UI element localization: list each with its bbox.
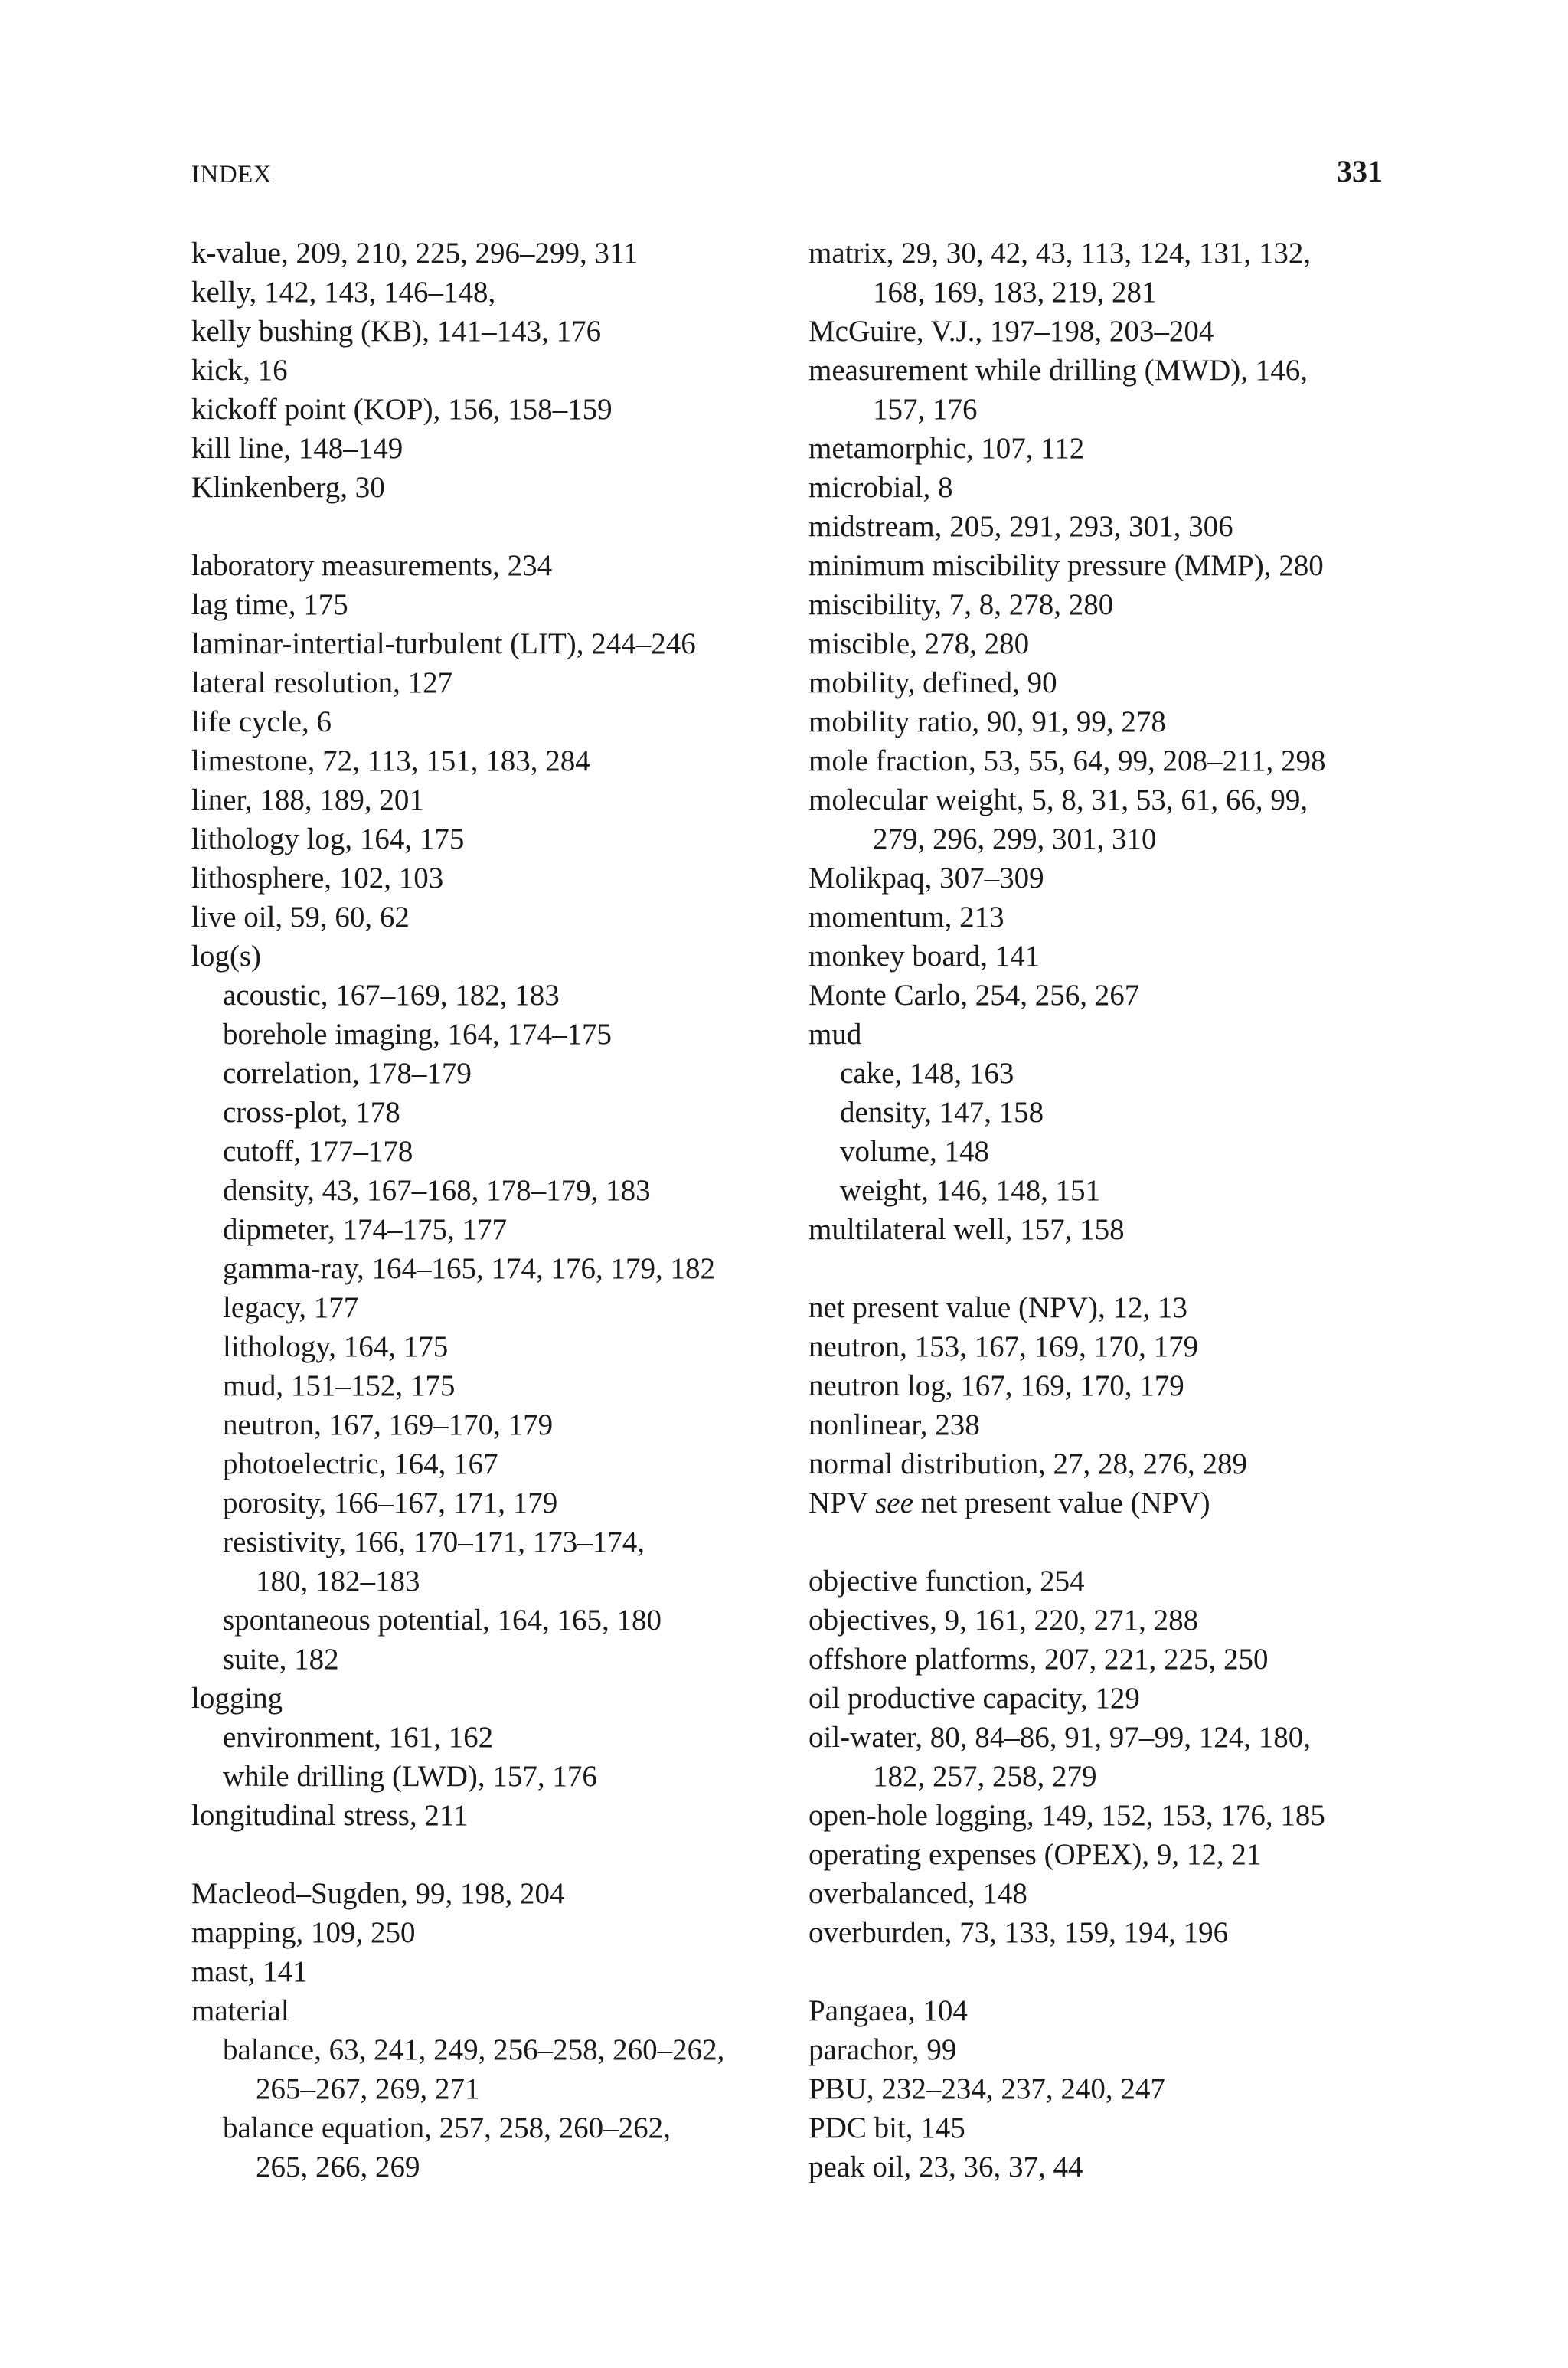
index-entry: k-value, 209, 210, 225, 296–299, 311 xyxy=(191,237,639,270)
index-subentry: borehole imaging, 164, 174–175 xyxy=(223,1018,612,1051)
index-entry: PDC bit, 145 xyxy=(808,2111,965,2144)
index-subentry: photoelectric, 164, 167 xyxy=(223,1447,498,1480)
letter-group-gap xyxy=(808,1523,1413,1562)
index-subentry: cross-plot, 178 xyxy=(223,1096,400,1129)
index-entry-cross-reference xyxy=(808,1483,1413,1523)
index-entry: miscibility, 7, 8, 278, 280 xyxy=(808,588,1114,621)
index-subentry: acoustic, 167–169, 182, 183 xyxy=(223,979,560,1012)
index-entry: laminar-intertial-turbulent (LIT), 244–246 xyxy=(191,627,696,660)
index-subentry: environment, 161, 162 xyxy=(223,1721,494,1754)
index-entry: peak oil, 23, 36, 37, 44 xyxy=(808,2150,1083,2183)
index-entry: oil-water, 80, 84–86, 91, 97–99, 124, 180, xyxy=(808,1721,1311,1754)
index-subentry-continuation: 180, 182–183 xyxy=(256,1565,420,1598)
index-entry: kelly bushing (KB), 141–143, 176 xyxy=(191,315,602,348)
index-entry: metamorphic, 107, 112 xyxy=(808,432,1085,465)
index-subentry: cutoff, 177–178 xyxy=(223,1135,413,1168)
index-entry: kickoff point (KOP), 156, 158–159 xyxy=(191,393,612,426)
index-entry: Molikpaq, 307–309 xyxy=(808,862,1044,895)
index-entry: limestone, 72, 113, 151, 183, 284 xyxy=(191,744,590,777)
index-entry: normal distribution, 27, 28, 276, 289 xyxy=(808,1447,1248,1480)
index-entry: multilateral well, 157, 158 xyxy=(808,1213,1125,1246)
cross-ref-target: net present value (NPV) xyxy=(920,1487,1210,1519)
index-entry: kill line, 148–149 xyxy=(191,432,403,465)
index-entry: life cycle, 6 xyxy=(191,705,332,738)
index-subentry: gamma-ray, 164–165, 174, 176, 179, 182 xyxy=(223,1252,716,1285)
index-subentry: correlation, 178–179 xyxy=(223,1057,472,1090)
index-entry: molecular weight, 5, 8, 31, 53, 61, 66, 99, xyxy=(808,783,1308,816)
index-subentry: neutron, 167, 169–170, 179 xyxy=(223,1408,554,1441)
index-subentry: lithology, 164, 175 xyxy=(223,1330,449,1363)
index-subentry: balance, 63, 241, 249, 256–258, 260–262, xyxy=(223,2033,725,2066)
index-subentry: density, 147, 158 xyxy=(840,1096,1044,1129)
index-entry: measurement while drilling (MWD), 146, xyxy=(808,354,1308,387)
index-entry: laboratory measurements, 234 xyxy=(191,549,553,582)
index-subentry-continuation: 265, 266, 269 xyxy=(256,2150,420,2183)
index-entry: Klinkenberg, 30 xyxy=(191,471,385,504)
index-entry: kick, 16 xyxy=(191,354,288,387)
index-entry: mud xyxy=(808,1018,862,1051)
running-head: INDEX xyxy=(191,161,273,188)
index-entry-continuation: 157, 176 xyxy=(873,393,978,426)
index-entry: open-hole logging, 149, 152, 153, 176, 185 xyxy=(808,1799,1325,1832)
index-entry: lithology log, 164, 175 xyxy=(191,823,465,855)
index-entry: net present value (NPV), 12, 13 xyxy=(808,1291,1187,1324)
index-entry: liner, 188, 189, 201 xyxy=(191,783,424,816)
index-entry: lateral resolution, 127 xyxy=(191,666,453,699)
index-entry: lag time, 175 xyxy=(191,588,348,621)
index-subentry: suite, 182 xyxy=(223,1643,339,1676)
letter-group-gap xyxy=(191,507,789,546)
index-subentry: cake, 148, 163 xyxy=(840,1057,1014,1090)
index-entry: matrix, 29, 30, 42, 43, 113, 124, 131, 132, xyxy=(808,237,1312,270)
index-entry: mapping, 109, 250 xyxy=(191,1916,416,1949)
index-entry: neutron log, 167, 169, 170, 179 xyxy=(808,1369,1184,1402)
index-entry-continuation: 182, 257, 258, 279 xyxy=(873,1760,1097,1793)
index-entry: oil productive capacity, 129 xyxy=(808,1682,1140,1715)
letter-group-gap xyxy=(191,1835,789,1874)
index-entry: live oil, 59, 60, 62 xyxy=(191,901,410,934)
index-entry: PBU, 232–234, 237, 240, 247 xyxy=(808,2072,1165,2105)
index-entry: kelly, 142, 143, 146–148, xyxy=(191,276,496,309)
index-entry: objective function, 254 xyxy=(808,1565,1085,1598)
letter-group-gap xyxy=(808,1952,1413,1991)
page-header xyxy=(191,150,1383,196)
page-number: 331 xyxy=(1337,154,1383,188)
index-entry: midstream, 205, 291, 293, 301, 306 xyxy=(808,510,1233,543)
index-entry: Pangaea, 104 xyxy=(808,1994,968,2027)
index-entry-continuation: 168, 169, 183, 219, 281 xyxy=(873,276,1157,309)
index-entry: McGuire, V.J., 197–198, 203–204 xyxy=(808,315,1214,348)
index-subentry: legacy, 177 xyxy=(223,1291,359,1324)
index-subentry-continuation: 265–267, 269, 271 xyxy=(256,2072,480,2105)
index-entry: mobility, defined, 90 xyxy=(808,666,1057,699)
index-entry: Macleod–Sugden, 99, 198, 204 xyxy=(191,1877,565,1910)
index-entry: mast, 141 xyxy=(191,1955,308,1988)
index-subentry: dipmeter, 174–175, 177 xyxy=(223,1213,508,1246)
index-entry: overburden, 73, 133, 159, 194, 196 xyxy=(808,1916,1229,1949)
index-subentry: volume, 148 xyxy=(840,1135,989,1168)
index-entry: parachor, 99 xyxy=(808,2033,957,2066)
index-subentry: resistivity, 166, 170–171, 173–174, xyxy=(223,1526,645,1558)
index-subentry: spontaneous potential, 164, 165, 180 xyxy=(223,1604,662,1637)
index-entry: momentum, 213 xyxy=(808,901,1004,934)
index-entry-continuation: 279, 296, 299, 301, 310 xyxy=(873,823,1157,855)
index-subentry: porosity, 166–167, 171, 179 xyxy=(223,1487,558,1519)
index-entry: logging xyxy=(191,1682,283,1715)
index-entry: material xyxy=(191,1994,289,2027)
index-column-left xyxy=(191,234,789,2186)
index-entry: nonlinear, 238 xyxy=(808,1408,980,1441)
index-entry: miscible, 278, 280 xyxy=(808,627,1030,660)
index-subentry: while drilling (LWD), 157, 176 xyxy=(223,1760,597,1793)
index-entry: log(s) xyxy=(191,940,261,973)
index-entry: mole fraction, 53, 55, 64, 99, 208–211, 298 xyxy=(808,744,1326,777)
index-entry: minimum miscibility pressure (MMP), 280 xyxy=(808,549,1324,582)
index-entry: microbial, 8 xyxy=(808,471,953,504)
index-entry: offshore platforms, 207, 221, 225, 250 xyxy=(808,1643,1269,1676)
see-reference: see xyxy=(875,1487,913,1519)
index-column-right xyxy=(808,234,1413,2186)
index-subentry: balance equation, 257, 258, 260–262, xyxy=(223,2111,671,2144)
index-subentry: density, 43, 167–168, 178–179, 183 xyxy=(223,1174,651,1207)
index-entry: neutron, 153, 167, 169, 170, 179 xyxy=(808,1330,1199,1363)
index-entry: objectives, 9, 161, 220, 271, 288 xyxy=(808,1604,1199,1637)
index-subentry: weight, 146, 148, 151 xyxy=(840,1174,1101,1207)
index-entry: mobility ratio, 90, 91, 99, 278 xyxy=(808,705,1166,738)
index-entry: longitudinal stress, 211 xyxy=(191,1799,469,1832)
index-entry: monkey board, 141 xyxy=(808,940,1040,973)
index-entry: overbalanced, 148 xyxy=(808,1877,1027,1910)
index-entry: operating expenses (OPEX), 9, 12, 21 xyxy=(808,1838,1262,1871)
index-subentry: mud, 151–152, 175 xyxy=(223,1369,456,1402)
index-entry: lithosphere, 102, 103 xyxy=(191,862,444,895)
index-entry: Monte Carlo, 254, 256, 267 xyxy=(808,979,1140,1012)
letter-group-gap xyxy=(808,1249,1413,1288)
cross-ref-term: NPV xyxy=(808,1487,868,1519)
